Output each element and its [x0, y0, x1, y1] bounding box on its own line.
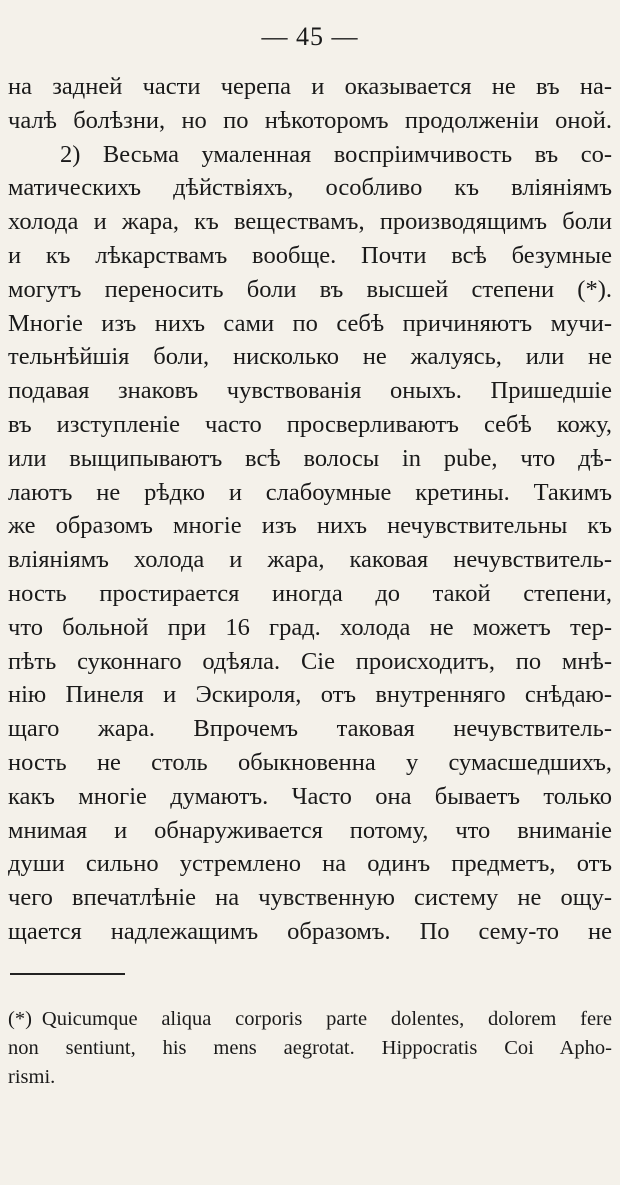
page-number: — 45 — [261, 22, 359, 51]
footnote-line [8, 1005, 612, 1034]
text-line: лаютъ не рѣдко и слабоумные кретины. Такимъ [8, 478, 612, 506]
text-line: и къ лѣкарствамъ вообще. Почти всѣ безумные [8, 241, 612, 269]
footnote-line: rismi. [8, 1066, 56, 1088]
text-line: щается надлежащимъ образомъ. По сему-то не [8, 917, 612, 945]
text-line: вліяніямъ холода и жара, каковая нечувствитель- [8, 546, 612, 574]
text-line: чалѣ болѣзни, но по нѣкоторомъ продолженіи оной. [8, 106, 612, 134]
text-line: на задней части черепа и оказывается не въ на- [8, 73, 612, 100]
text-line: въ изступленіе часто просверливаютъ себѣ кожу, [8, 410, 612, 438]
footnote-text: Quicumque aliqua corporis parte dolentes, dolorem fere [41, 1008, 612, 1030]
text-line: что больной при 16 град. холода не можетъ тер- [8, 613, 612, 641]
text-line: Многіе изъ нихъ сами по себѣ причиняютъ мучи- [8, 309, 612, 337]
text-line: нію Пинеля и Эскироля, отъ внутренняго снѣдаю- [8, 681, 612, 709]
footnote-divider [10, 973, 125, 975]
footnote [8, 1005, 612, 1092]
text-line: какъ многіе думаютъ. Часто она бываетъ только [8, 782, 612, 810]
text-line: щаго жара. Впрочемъ таковая нечувствитель- [8, 715, 612, 743]
text-line: души сильно устремлено на одинъ предметъ, отъ [8, 850, 612, 878]
text-line: холода и жара, къ веществамъ, производящимъ боли [8, 208, 612, 236]
footnote-marker: (*) [8, 1008, 32, 1030]
text-line: мнимая и обнаруживается потому, что вниманіе [8, 816, 612, 844]
text-line: или выщипываютъ всѣ волосы in pube, что дѣ- [8, 444, 612, 472]
text-line: 2) Весьма умаленная воспріимчивость въ со- [60, 140, 612, 168]
text-line: ность простирается иногда до такой степени, [8, 579, 612, 607]
text-line: пѣть суконнаго одѣяла. Сіе происходитъ, по мнѣ- [8, 647, 612, 675]
text-line: могутъ переносить боли въ высшей степени (*). [8, 275, 612, 303]
text-line: же образомъ многіе изъ нихъ нечувствительны къ [8, 512, 612, 540]
text-line: подавая знаковъ чувствованія оныхъ. Пришедшіе [8, 377, 612, 405]
body-text [8, 70, 612, 949]
text-line: ность не столь обыкновенна у сумасшедшихъ, [8, 748, 612, 776]
text-line: матическихъ дѣйствіяхъ, особливо къ вліяніямъ [8, 174, 612, 202]
text-line: чего впечатлѣніе на чувственную систему не ощу- [8, 884, 612, 912]
text-line: тельнѣйшія боли, нисколько не жалуясь, или не [8, 343, 612, 371]
footnote-line: non sentiunt, his mens aegrotat. Hippocratis Coi Apho- [8, 1037, 612, 1059]
